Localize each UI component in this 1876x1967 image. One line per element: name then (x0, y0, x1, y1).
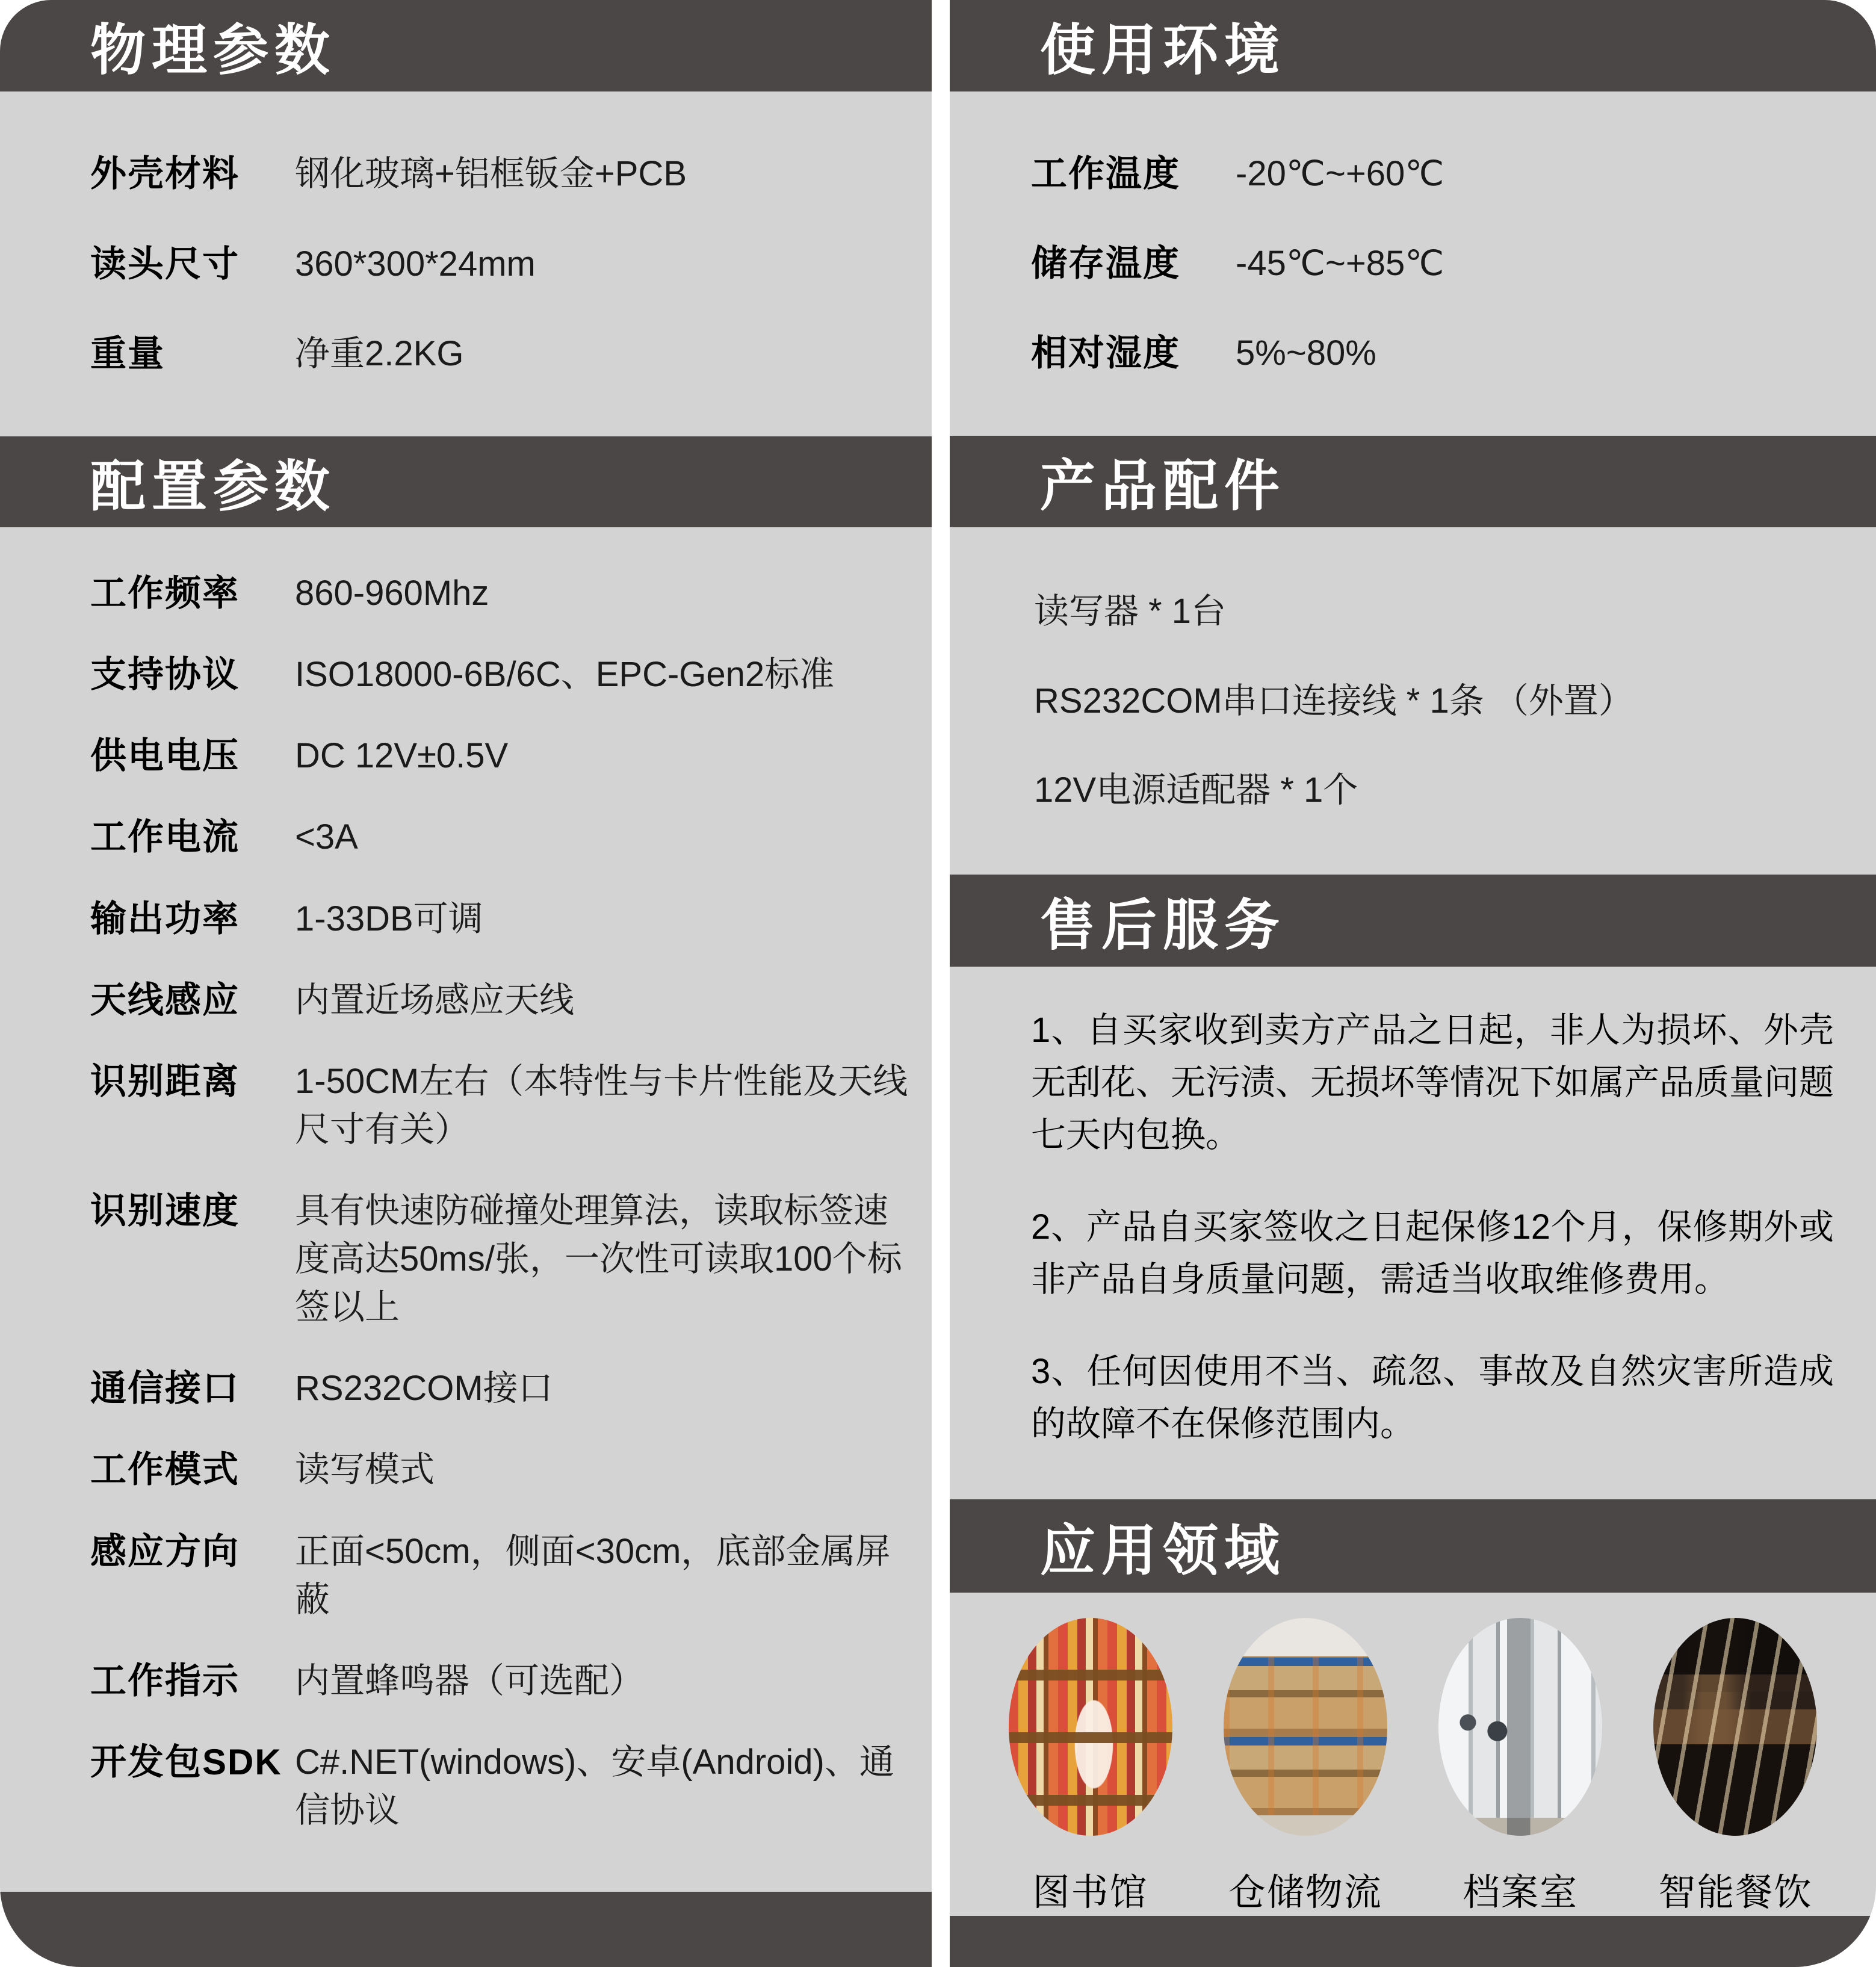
spec-label: 感应方向 (90, 1531, 240, 1572)
spec-value: 读写模式 (295, 1450, 435, 1490)
application-item (1438, 1618, 1602, 1916)
spec-label: 识别速度 (90, 1191, 240, 1231)
spec-row (90, 895, 918, 943)
section-header-physical (0, 0, 932, 91)
spec-value: 860-960Mhz (295, 574, 489, 613)
accessory-item: 12V电源适配器 * 1个 (1034, 770, 1358, 810)
library-photo (1009, 1618, 1172, 1836)
spec-label: 外壳材料 (90, 153, 240, 194)
spec-value: RS232COM接口 (295, 1369, 553, 1408)
application-label: 仓储物流 (1228, 1872, 1382, 1913)
spec-value: C#.NET(windows)、安卓(Android)、通信协议 (295, 1742, 894, 1830)
accessory-item: 读写器 * 1台 (1034, 591, 1227, 631)
spec-row (90, 569, 918, 618)
section-title: 应用领域 (1040, 1520, 1286, 1582)
after-sales-paragraph: 2、产品自买家签收之日起保修12个月，保修期外或非产品自身质量问题，需适当收取维修费用。 (1031, 1207, 1834, 1299)
spec-label: 工作模式 (90, 1449, 240, 1490)
spec-row (90, 150, 914, 198)
spec-row (90, 330, 914, 378)
section-title: 物理参数 (90, 20, 336, 81)
spec-row (90, 1528, 918, 1624)
restaurant-photo (1653, 1618, 1817, 1836)
spec-row (90, 1365, 918, 1413)
section-title: 使用环境 (1040, 20, 1286, 81)
spec-label: 储存温度 (1031, 243, 1180, 283)
spec-value: 钢化玻璃+铝框钣金+PCB (295, 154, 687, 194)
right-footer-bar (950, 1916, 1876, 1967)
spec-label: 重量 (90, 333, 165, 374)
environment-section (950, 91, 1876, 436)
application-label: 智能餐饮 (1658, 1872, 1813, 1913)
application-label: 档案室 (1463, 1872, 1579, 1913)
spec-row (90, 976, 918, 1024)
archive-photo (1438, 1618, 1602, 1836)
after-sales-paragraph: 3、任何因使用不当、疏忽、事故及自然灾害所造成的故障不在保修范围内。 (1031, 1352, 1834, 1443)
spec-value: 净重2.2KG (295, 333, 464, 373)
spec-label: 支持协议 (90, 654, 240, 695)
spec-label: 工作指示 (90, 1660, 240, 1701)
spec-row (90, 813, 918, 861)
accessory-item: RS232COM串口连接线 * 1条 （外置） (1034, 681, 1633, 720)
spec-label: 输出功率 (90, 898, 240, 939)
spec-value: -20℃~+60℃ (1236, 154, 1444, 193)
spec-row (90, 1657, 918, 1705)
after-sales-section (950, 967, 1876, 1499)
spec-row (90, 1058, 918, 1154)
spec-row (90, 651, 918, 699)
spec-value: 1-50CM左右（本特性与卡片性能及天线尺寸有关） (295, 1061, 908, 1149)
left-panel (0, 0, 932, 1967)
spec-label: 通信接口 (90, 1368, 240, 1409)
spec-value: <3A (295, 817, 358, 857)
spec-row (1031, 240, 1858, 288)
spec-value: 正面<50cm，侧面<30cm，底部金属屏蔽 (295, 1531, 891, 1619)
section-header-accessories (950, 436, 1876, 527)
spec-label: 开发包SDK (90, 1741, 282, 1782)
spec-label: 工作温度 (1031, 153, 1180, 194)
right-panel (950, 0, 1876, 1967)
spec-label: 供电电压 (90, 736, 240, 776)
application-item (1224, 1618, 1387, 1916)
left-footer-bar (0, 1892, 932, 1967)
config-params-section (0, 527, 932, 1892)
spec-row (90, 1738, 918, 1835)
spec-row (90, 732, 918, 780)
after-sales-paragraph: 1、自买家收到卖方产品之日起，非人为损坏、外壳无刮花、无污渍、无损坏等情况下如属产品质量问题七天内包换。 (1031, 1011, 1834, 1154)
spec-row (1031, 150, 1858, 198)
spec-value: 内置近场感应天线 (295, 980, 575, 1020)
spec-label: 读头尺寸 (90, 243, 240, 284)
spec-row (90, 1187, 918, 1331)
section-header-applications (950, 1499, 1876, 1593)
spec-label: 天线感应 (90, 979, 240, 1020)
spec-label: 相对湿度 (1031, 333, 1180, 373)
section-header-environment (950, 0, 1876, 91)
spec-value: 内置蜂鸣器（可选配） (295, 1661, 645, 1700)
physical-params-section (0, 91, 932, 436)
applications-section (950, 1593, 1876, 1916)
section-header-config (0, 436, 932, 527)
spec-label: 识别距离 (90, 1061, 240, 1101)
spec-row (90, 1446, 918, 1494)
section-title: 售后服务 (1040, 894, 1286, 956)
accessories-section (950, 527, 1876, 875)
spec-value: ISO18000-6B/6C、EPC-Gen2标准 (295, 655, 835, 695)
spec-value: 5%~80% (1236, 333, 1376, 373)
spec-value: 具有快速防碰撞处理算法，读取标签速度高达50ms/张，一次性可读取100个标签以上 (295, 1191, 902, 1327)
application-item (1653, 1618, 1817, 1916)
spec-row (1031, 329, 1858, 377)
section-header-after-sales (950, 875, 1876, 967)
spec-value: 360*300*24mm (295, 244, 536, 283)
application-label: 图书馆 (1032, 1872, 1148, 1913)
spec-label: 工作频率 (90, 573, 240, 613)
warehouse-photo (1224, 1618, 1387, 1836)
spec-value: DC 12V±0.5V (295, 736, 509, 776)
section-title: 配置参数 (90, 456, 336, 518)
spec-value: 1-33DB可调 (295, 899, 483, 938)
spec-row (90, 240, 914, 288)
application-item (1009, 1618, 1172, 1916)
spec-label: 工作电流 (90, 817, 240, 858)
spec-value: -45℃~+85℃ (1236, 244, 1444, 283)
section-title: 产品配件 (1040, 456, 1286, 517)
